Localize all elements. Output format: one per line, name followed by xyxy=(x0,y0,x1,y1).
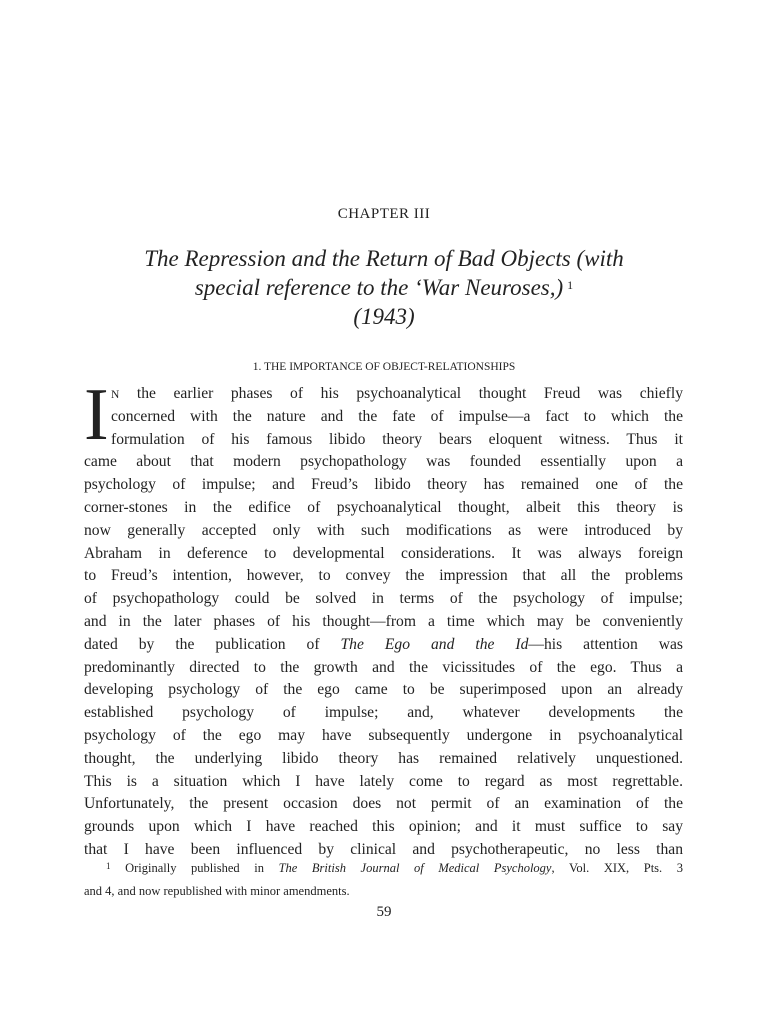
text-line-initial: N xyxy=(111,389,120,401)
text-line: grounds upon which I have reached this opinion; and it must suffice to say xyxy=(84,818,683,836)
text-line: developing psychology of the ego came to be superimposed upon an already xyxy=(84,681,683,699)
chapter-title-year: (1943) xyxy=(353,304,415,329)
chapter-title xyxy=(60,244,708,331)
text-line: psychology of impulse; and Freud’s libido theory has remained one of the xyxy=(84,476,683,494)
text-line: and in the later phases of his thought—from a time which may be conveniently xyxy=(84,612,683,630)
footnote-reference: 1 xyxy=(567,278,574,292)
chapter-title-line: The Repression and the Return of Bad Objects (with xyxy=(144,246,624,271)
text-line: Abraham in deference to developmental considerations. It was always foreign xyxy=(84,544,683,562)
section-heading: 1. THE IMPORTANCE OF OBJECT-RELATIONSHIPS xyxy=(252,361,516,373)
text-segment: dated by the publication of xyxy=(84,635,341,653)
text-line: concerned with the nature and the fate of impulse—a fact to which the xyxy=(111,407,683,425)
text-line xyxy=(84,634,683,657)
footnote-line: and 4, and now republished with minor amendments. xyxy=(84,884,350,898)
text-line: psychology of the ego may have subsequently undergone in psychoanalytical xyxy=(84,726,683,744)
text-line: corner-stones in the edifice of psychoanalytical thought, albeit this theory is xyxy=(84,498,683,516)
chapter-title-line xyxy=(60,273,708,302)
page-number: 59 xyxy=(376,904,392,920)
text-line-rest: the earlier phases of his psychoanalytical thought Freud was chiefly xyxy=(119,385,683,402)
footnote-text: , Vol. XIX, Pts. 3 xyxy=(551,861,684,875)
text-line: established psychology of impulse; and, whatever developments the xyxy=(84,704,683,722)
text-line: predominantly directed to the growth and the vicissitudes of the ego. Thus a xyxy=(84,658,683,676)
text-line: Unfortunately, the present occasion does not permit of an examination of the xyxy=(84,795,683,813)
journal-title: The British Journal of Medical Psychology xyxy=(278,861,552,875)
chapter-title-text: special reference to the ‘War Neuroses,) xyxy=(194,275,564,300)
book-title-reference: The Ego and the Id xyxy=(340,635,529,653)
text-line: This is a situation which I have lately come to regard as most regrettable. xyxy=(84,772,683,790)
text-line: now generally accepted only with such modifications as were introduced by xyxy=(84,521,683,539)
text-line: that I have been influenced by clinical and psychotherapeutic, no less than xyxy=(84,840,683,858)
text-line: to Freud’s intention, however, to convey the impression that all the problems xyxy=(84,567,683,585)
footnote-marker: 1 xyxy=(106,861,111,871)
text-line: of psychopathology could be solved in terms of the psychology of impulse; xyxy=(84,590,683,608)
text-line: formulation of his famous libido theory bears eloquent witness. Thus it xyxy=(111,430,683,448)
text-line: came about that modern psychopathology was founded essentially upon a xyxy=(84,453,683,471)
footnote-text: Originally published in xyxy=(125,861,279,875)
body-paragraph xyxy=(84,374,683,862)
footnote xyxy=(84,857,683,903)
drop-cap: I xyxy=(84,374,109,456)
text-line: thought, the underlying libido theory has remained relatively unquestioned. xyxy=(84,749,683,767)
footnote-line xyxy=(84,857,683,880)
text-segment: —his attention was xyxy=(528,635,683,653)
chapter-label: CHAPTER III xyxy=(337,206,431,222)
text-line xyxy=(111,383,683,406)
